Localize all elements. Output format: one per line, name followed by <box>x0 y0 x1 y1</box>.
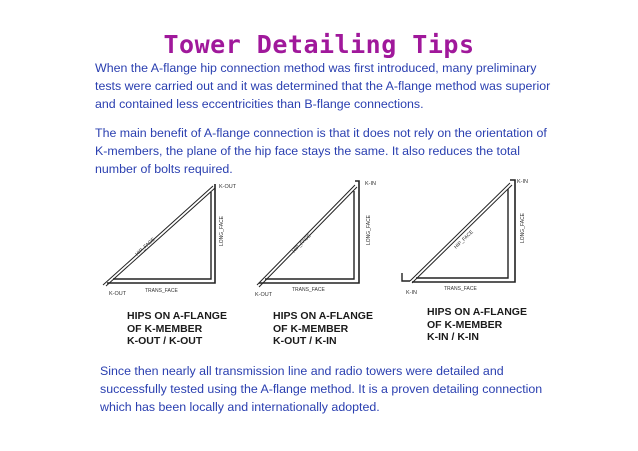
conclusion-paragraph: Since then nearly all transmission line and radio towers were detailed and successfully tested using the A-flange method. It is a proven detailing connection which has been locally and internationally adopted. <box>100 364 543 414</box>
caption-line: K-IN / K-IN <box>427 331 479 343</box>
caption-k-out-k-in <box>273 310 373 348</box>
label-bottom: K-OUT <box>109 291 127 297</box>
long-face-label: LONG_FACE <box>219 215 225 246</box>
diagram-k-out-k-out <box>95 178 255 303</box>
caption-line: HIPS ON A-FLANGE <box>427 306 527 318</box>
label-bottom: K-IN <box>406 290 417 296</box>
caption-line: HIPS ON A-FLANGE <box>273 310 373 322</box>
label-top: K-OUT <box>219 184 237 190</box>
trans-face-label: TRANS_FACE <box>444 286 477 292</box>
intro-paragraph: When the A-flange hip connection method was first introduced, many preliminary tests were carried out and it was determined that the A-flange method was superior and contained less eccentricities than B-flange connections. <box>95 61 551 111</box>
caption-line: K-OUT / K-IN <box>273 335 337 347</box>
trans-face-label: TRANS_FACE <box>292 287 325 293</box>
hip-face-label: HIP_FACE <box>291 233 313 255</box>
page-title: Tower Detailing Tips <box>163 30 475 59</box>
caption-k-in-k-in <box>427 306 527 344</box>
trans-face-label: TRANS_FACE <box>145 288 178 294</box>
long-face-label: LONG_FACE <box>366 214 372 245</box>
caption-line: K-OUT / K-OUT <box>127 335 203 347</box>
label-top: K-IN <box>365 181 376 187</box>
hip-face-label: HIP_FACE <box>134 236 157 258</box>
benefit-paragraph: The main benefit of A-flange connection is that it does not rely on the orientation of K-members, the plane of the hip face stays the same. It also reduces the total number of bolts required. <box>95 126 547 176</box>
hip-face-label: HIP_FACE <box>453 229 475 251</box>
hip-face-line <box>410 183 510 281</box>
diagram-k-out-k-in <box>249 175 399 305</box>
caption-line: OF K-MEMBER <box>127 322 203 335</box>
long-face-label: LONG_FACE <box>520 212 526 243</box>
long-face-angle <box>412 180 515 282</box>
label-top: K-IN <box>517 179 528 185</box>
hip-face-line <box>103 186 213 285</box>
caption-line: OF K-MEMBER <box>273 322 349 335</box>
caption-line: OF K-MEMBER <box>427 318 503 331</box>
caption-line: HIPS ON A-FLANGE <box>127 310 227 322</box>
label-bottom: K-OUT <box>255 292 273 298</box>
diagram-k-in-k-in <box>398 175 538 303</box>
caption-k-out-k-out <box>127 310 227 348</box>
